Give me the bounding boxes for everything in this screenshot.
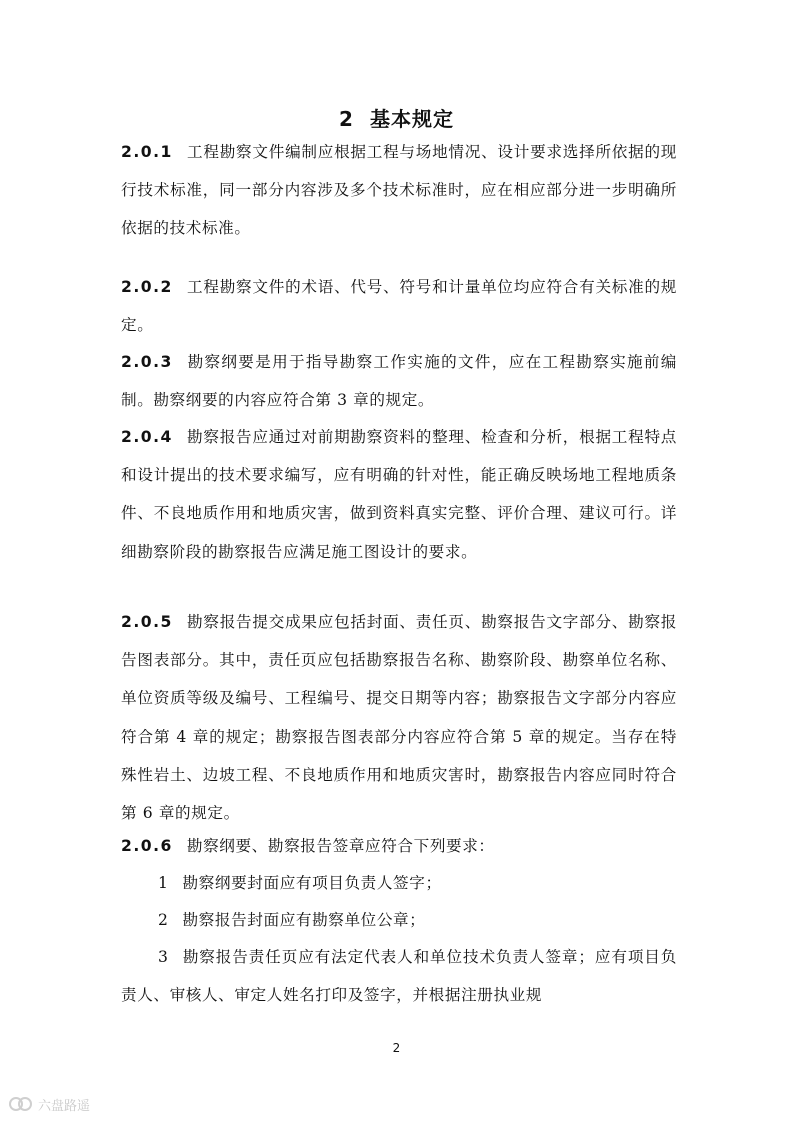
chapter-title	[0, 103, 793, 132]
page-number: 2	[392, 1041, 401, 1055]
watermark	[8, 1094, 90, 1114]
chapter-number: 2	[339, 107, 354, 131]
clause-2-0-3	[121, 343, 677, 419]
clause-2-0-1	[121, 133, 677, 248]
item-number: 2	[158, 911, 169, 929]
item-number: 3	[158, 948, 169, 966]
clause-text: 工程勘察文件编制应根据工程与场地情况、设计要求选择所依据的现行技术标准，同一部分内容涉及多个技术标准时，应在相应部分进一步明确所依据的技术标准。	[121, 143, 677, 238]
item-number: 1	[158, 874, 169, 892]
clause-text: 勘察纲要是用于指导勘察工作实施的文件，应在工程勘察实施前编制。勘察纲要的内容应符合第 3 章的规定。	[121, 353, 677, 410]
clause-number: 2.0.4	[121, 428, 173, 446]
clause-text: 勘察报告应通过对前期勘察资料的整理、检查和分析，根据工程特点和设计提出的技术要求编写，应有明确的针对性，能正确反映场地工程地质条件、不良地质作用和地质灾害，做到资料真实完整、评价合理、建议可行。详细勘察阶段的勘察报告应满足施工图设计的要求。	[121, 428, 677, 561]
clause-2-0-2	[121, 268, 677, 344]
list-item-2	[121, 901, 677, 939]
list-item-1	[121, 864, 677, 902]
watermark-text: 六盘路遥	[38, 1098, 91, 1114]
clause-number: 2.0.6	[121, 837, 173, 855]
list-item-3	[121, 938, 677, 1014]
item-text: 勘察报告封面应有勘察单位公章；	[182, 911, 426, 929]
clause-number: 2.0.3	[121, 353, 173, 371]
chapter-heading: 基本规定	[369, 107, 454, 131]
item-text: 勘察纲要封面应有项目负责人签字；	[182, 874, 442, 892]
item-text: 勘察报告责任页应有法定代表人和单位技术负责人签章；应有项目负责人、审核人、审定人姓名打印及签字，并根据注册执业规	[121, 948, 677, 1005]
clause-text: 工程勘察文件的术语、代号、符号和计量单位均应符合有关标准的规定。	[121, 278, 677, 335]
clause-number: 2.0.1	[121, 143, 173, 161]
clause-2-0-6	[121, 827, 677, 865]
clause-2-0-5	[121, 603, 677, 832]
clause-number: 2.0.5	[121, 613, 173, 631]
watermark-logo-icon	[8, 1094, 34, 1114]
clause-text: 勘察报告提交成果应包括封面、责任页、勘察报告文字部分、勘察报告图表部分。其中，责任页应包括勘察报告名称、勘察阶段、勘察单位名称、单位资质等级及编号、工程编号、提交日期等内容；勘察报告文字部分内容应符合第 4 章的规定；勘察报告图表部分内容应符合第 5 章的规定。当存在特殊性岩土、边坡工程、不良地质作用和地质灾害时，勘察报告内容应同时符合第 6 章的规定。	[121, 613, 677, 823]
clause-text: 勘察纲要、勘察报告签章应符合下列要求：	[186, 837, 495, 855]
clause-2-0-4	[121, 418, 677, 571]
clause-number: 2.0.2	[121, 278, 173, 296]
